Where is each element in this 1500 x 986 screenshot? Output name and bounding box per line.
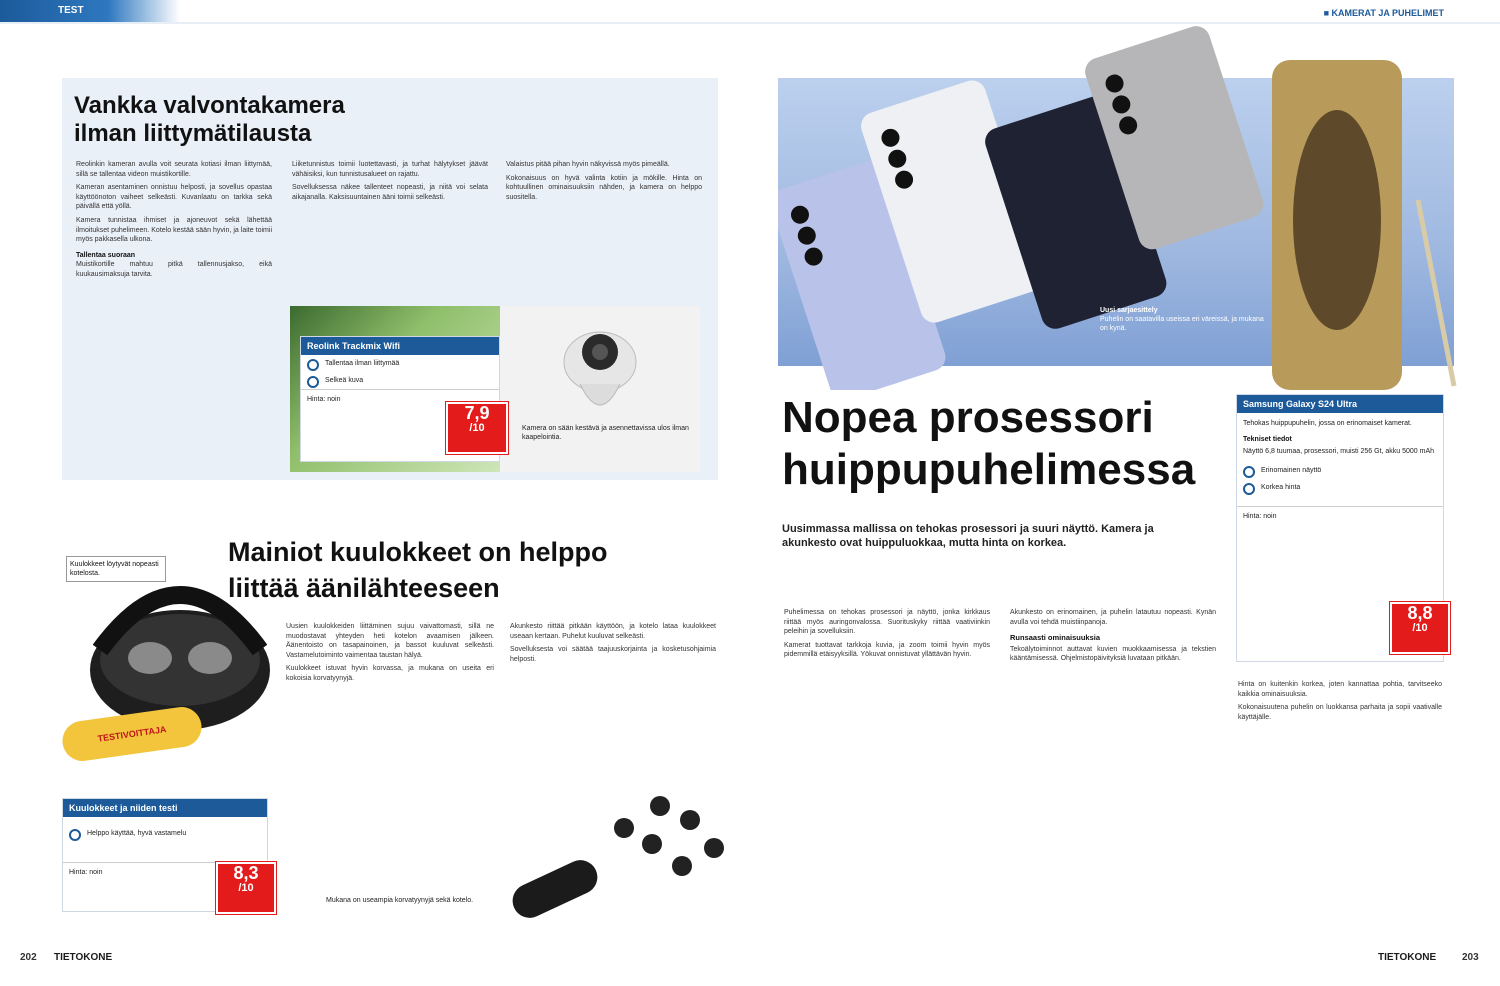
plus-icon [307,359,319,371]
paragraph: Kamerat tuottavat tarkkoja kuvia, ja zoom toimii hyvin myös pidemmillä etäisyyksillä. Yökuvat onnistuvat yllättävän hyvin. [784,641,990,659]
plus-icon [69,829,81,841]
pro-text: Selkeä kuva [325,377,364,384]
box-title: Samsung Galaxy S24 Ultra [1237,395,1443,413]
page-number-right: 203 [1462,952,1479,963]
pro-item [1237,462,1443,479]
magazine-brand-left: TIETOKONE [54,952,113,963]
text-column [76,160,272,284]
paragraph: Muistikortille mahtuu pitkä tallennusjakso, eikä kuukausimaksuja tarvita. [76,261,272,278]
score-badge [1390,602,1450,654]
spec-text: Näyttö 6,8 tuumaa, prosessori, muisti 256 Gt, akku 5000 mAh [1243,448,1435,455]
paragraph: Sovelluksesta voi säätää taajuuskorjainta ja kosketusohjaimia helposti. [510,646,716,663]
paragraph: Hinta on kuitenkin korkea, joten kannattaa pohtia, tarvitseeko kaikkia ominaisuuksia. [1238,681,1442,698]
section-tab [0,0,180,22]
eartips-icon [500,786,746,936]
pro-item [63,825,267,842]
spec-title: Tekniset tiedot [1243,436,1292,443]
phones-photo [778,20,1478,390]
caption-title: Uusi sarjaesittely [1100,307,1158,314]
score-badge [216,862,276,914]
plus-icon [307,376,319,388]
price-label: Hinta: noin [63,862,267,882]
paragraph: Kameran asentaminen onnistuu helposti, ja sovellus opastaa käyttöönoton vaiheet selkeästi. Kuvanlaatu on tarkka sekä päivällä että yöllä. [76,184,272,211]
score-scale: /10 [1412,621,1428,634]
paragraph: Akunkesto riittää pitkään käyttöön, ja kotelo lataa kuulokkeet useaan kertaan. Puhelut kuuluvat selkeästi. [510,623,716,640]
smartphones-icon [778,20,1478,390]
article-title [782,392,1242,496]
caption-text: Puhelin on saatavilla useissa eri väreissä, ja mukana on kynä. [1100,316,1264,332]
paragraph: Tekoälytoiminnot auttavat kuvien muokkaamisessa ja tekstien kääntämisessä. Ohjelmistopäivityksiä luvataan pitkään. [1010,645,1216,663]
price-label: Hinta: noin [301,389,499,409]
text-column [784,608,990,664]
title-line: ilman liittymätilausta [74,120,312,147]
lead-paragraph: Uusimmassa mallissa on tehokas prosessori ja suuri näyttö. Kamera ja akunkesto ovat huippuluokkaa, mutta hinta on korkea. [782,523,1154,549]
score-value: 8,8 [1407,603,1433,623]
section-label: TEST [58,5,84,16]
paragraph: Akunkesto on erinomainen, ja puhelin latautuu nopeasti. Kynän avulla voi tehdä muistiinpanoja. [1010,609,1216,626]
subheading: Runsaasti ominaisuuksia [1010,633,1101,643]
score-value: 7,9 [464,403,490,423]
paragraph: Sovelluksessa näkee tallenteet nopeasti, ja niitä voi selata aikajanalla. Kaksisuuntainen ääni toimii selkeästi. [292,184,488,201]
paragraph: Kokonaisuutena puhelin on luokkansa parhaita ja sopii vaativalle käyttäjälle. [1238,704,1442,721]
minus-icon [1243,483,1255,495]
paragraph: Reolinkin kameran avulla voit seurata kotiasi ilman liittymää, sillä se tallentaa videon muistikortille. [76,161,272,178]
text-column [286,622,494,688]
camera-icon [500,306,700,472]
paragraph: Kuulokkeet istuvat hyvin korvassa, ja mukana on useita eri kokoisia korvatyynyjä. [286,665,494,682]
paragraph: Valaistus pitää pihan hyvin näkyvissä myös pimeällä. [506,161,670,168]
title-line: Mainiot kuulokkeet on helppo [228,537,608,567]
con-item [1237,479,1443,496]
text-column [506,160,702,206]
box-title: Reolink Trackmix Wifi [301,337,499,355]
pro-text: Tallentaa ilman liittymää [325,360,400,367]
title-line: Nopea prosessori [782,393,1154,442]
promo-badge: TESTIVOITTAJA [60,704,204,763]
score-scale: /10 [469,421,485,434]
text-column [1010,608,1216,668]
text-column [292,160,488,206]
image-caption [1100,306,1270,333]
product-photo [500,306,700,472]
article-title [228,534,698,606]
title-line: huippupuhelimessa [782,445,1196,494]
eartips-photo [500,786,746,936]
box-title: Kuulokkeet ja niiden testi [63,799,267,817]
magazine-brand-right: TIETOKONE [1378,952,1437,963]
section-label-right: ■ KAMERAT JA PUHELIMET [1324,8,1444,18]
score-badge [446,402,508,454]
image-caption: Kamera on sään kestävä ja asennettavissa ulos ilman kaapelointia. [522,425,689,441]
article-title [74,92,494,148]
price-label: Hinta: noin [1237,506,1443,526]
paragraph: Kokonaisuus on hyvä valinta kotiin ja mökille. Hinta on kohtuullinen ominaisuuksiin nähden, ja kamera on helppo suositella. [506,174,702,201]
image-caption: Mukana on useampia korvatyynyjä sekä kotelo. [326,897,474,904]
box-intro: Tehokas huippupuhelin, jossa on erinomaiset kamerat. [1243,420,1412,427]
pro-item [301,355,499,372]
con-text: Korkea hinta [1261,484,1301,491]
pro-text: Helppo käyttää, hyvä vastamelu [87,830,187,837]
paragraph: Puhelimessa on tehokas prosessori ja näyttö, jonka kirkkaus riittää myös auringonvalossa. Suorituskyky riittää vaativiinkin peleihin ja sovelluksiin. [784,609,990,636]
title-line: liittää äänilähteeseen [228,573,500,603]
title-line: Vankka valvontakamera [74,92,345,119]
pro-text: Erinomainen näyttö [1261,467,1322,474]
paragraph: Liiketunnistus toimii luotettavasti, ja turhat hälytykset jäävät vähäisiksi, kun tunnistusalueet on rajattu. [292,161,488,178]
score-scale: /10 [238,881,254,894]
subheading: Tallentaa suoraan [76,251,136,259]
pro-item [301,372,499,389]
plus-icon [1243,466,1255,478]
text-column [510,622,716,668]
text-column [1238,680,1442,726]
paragraph: Uusien kuulokkeiden liittäminen sujuu vaivattomasti, sillä ne muodostavat yhteyden heti kotelon avaamisen jälkeen. Äänentoisto on tasapainoinen, ja bassot kuuluvat selkeästi. Vastamelutoiminto vaimentaa taustan hälyä. [286,623,494,659]
sticker-note: Kuulokkeet löytyvät nopeasti kotelosta. [66,556,166,582]
page-number-left: 202 [20,952,37,963]
score-value: 8,3 [233,863,259,883]
paragraph: Kamera tunnistaa ihmiset ja ajoneuvot sekä lähettää ilmoitukset puhelimeen. Kotelo kestää sään hyvin, ja laite toimii myös pakkasella ulkona. [76,216,272,244]
